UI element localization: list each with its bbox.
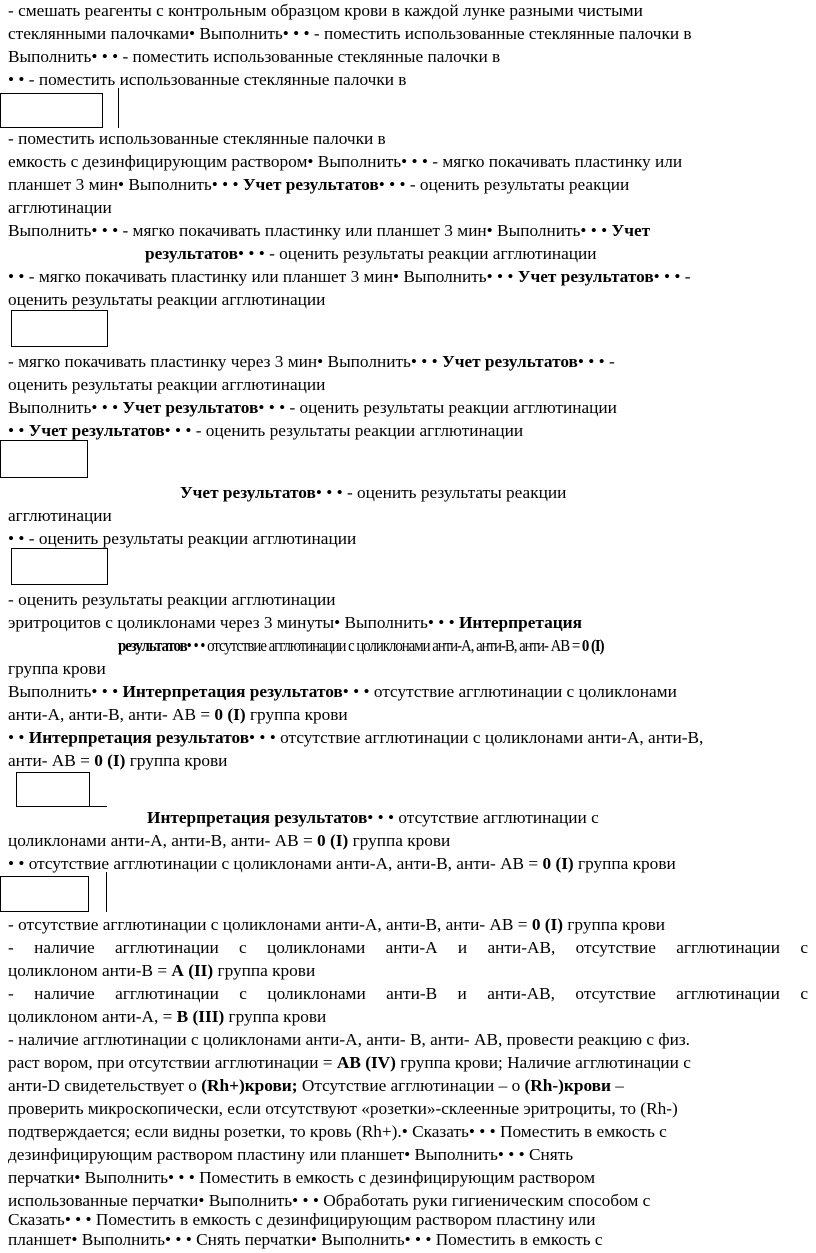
text-line: - смешать реагенты с контрольным образцом крови в каждой лунке разными чистыми xyxy=(8,1,643,20)
text-line: - наличие агглютинации с цоликлонами анти-А и анти-АВ, отсутствие агглютинации с xyxy=(8,938,808,957)
text-line: анти- АВ = 0 (I) группа крови xyxy=(8,751,228,770)
text-line: Выполнить• • • - мягко покачивать пластинку или планшет 3 мин• Выполнить• • • Учет xyxy=(8,221,651,240)
answer-field[interactable] xyxy=(0,440,88,478)
text-line: • • отсутствие агглютинации с цоликлонами анти-А, анти-В, анти- АВ = 0 (I) группа крови xyxy=(8,854,676,873)
text-line: цоликлоном анти-А, = В (III) группа крови xyxy=(8,1007,327,1026)
text-line: - отсутствие агглютинации с цоликлонами анти-А, анти-В, анти- АВ = 0 (I) группа крови xyxy=(8,915,666,934)
cursor-line xyxy=(106,872,107,912)
answer-field[interactable] xyxy=(11,548,108,585)
field-box-right xyxy=(102,93,103,128)
text-line: - поместить использованные стеклянные палочки в xyxy=(8,129,386,148)
text-line: планшет• Выполнить• • • Снять перчатки• Выполнить• • • Поместить в емкость с xyxy=(8,1230,603,1249)
text-line: агглютинации xyxy=(8,198,112,217)
text-line: эритроцитов с цоликлонами через 3 минуты• Выполнить• • • Интерпретация xyxy=(8,613,582,632)
field-box-right xyxy=(89,772,90,807)
field-box-top xyxy=(0,93,102,94)
text-line: проверить микроскопически, если отсутствуют «розетки»-склеенные эритроциты, то (Rh-) xyxy=(8,1099,678,1118)
text-line: Интерпретация результатов• • • отсутствие агглютинации с xyxy=(147,808,599,827)
text-line: емкость с дезинфицирующим раствором• Выполнить• • • - мягко покачивать пластинку или xyxy=(8,152,683,171)
text-line: - мягко покачивать пластинку через 3 мин• Выполнить• • • Учет результатов• • • - xyxy=(8,352,615,371)
text-line: результатов• • • отсутствие агглютинации с цоликлонами анти-А, анти-В, анти- АВ = 0 (I) xyxy=(118,636,604,655)
text-line: - оценить результаты реакции агглютинации xyxy=(8,590,336,609)
text-line: раст вором, при отсутствии агглютинации = АВ (IV) группа крови; Наличие агглютинации с xyxy=(8,1053,691,1072)
text-line: перчатки• Выполнить• • • Поместить в емкость с дезинфицирующим раствором xyxy=(8,1168,596,1187)
text-line: • • - поместить использованные стеклянные палочки в xyxy=(8,70,407,89)
field-box-left xyxy=(0,876,1,912)
text-line: анти-А, анти-В, анти- АВ = 0 (I) группа крови xyxy=(8,705,348,724)
field-box-top xyxy=(0,876,88,877)
text-line: агглютинации xyxy=(8,506,112,525)
text-line: • • Учет результатов• • • - оценить результаты реакции агглютинации xyxy=(8,421,524,440)
text-line: - наличие агглютинации с цоликлонами анти-А, анти- В, анти- АВ, провести реакцию с физ. xyxy=(8,1030,690,1049)
text-line: стеклянными палочками• Выполнить• • • - поместить использованные стеклянные палочки в xyxy=(8,24,692,43)
answer-field[interactable] xyxy=(11,310,108,347)
text-line: планшет 3 мин• Выполнить• • • Учет результатов• • • - оценить результаты реакции xyxy=(8,175,630,194)
field-box-bottom xyxy=(16,806,107,807)
text-line: - наличие агглютинации с цоликлонами анти-В и анти-АВ, отсутствие агглютинации с xyxy=(8,984,808,1003)
text-line: анти-D свидетельствует о (Rh+)крови; Отсутствие агглютинации – о (Rh-)крови – xyxy=(8,1076,624,1095)
text-line: результатов• • • - оценить результаты реакции агглютинации xyxy=(145,244,597,263)
text-line: подтверждается; если видны розетки, то кровь (Rh+).• Сказать• • • Поместить в емкость с xyxy=(8,1122,667,1141)
text-line: • • - оценить результаты реакции агглютинации xyxy=(8,529,357,548)
field-box-left xyxy=(16,772,17,807)
text-line: Выполнить• • • Учет результатов• • • - оценить результаты реакции агглютинации xyxy=(8,398,617,417)
text-line: группа крови xyxy=(8,659,106,678)
text-line: оценить результаты реакции агглютинации xyxy=(8,290,326,309)
text-line: • • Интерпретация результатов• • • отсутствие агглютинации с цоликлонами анти-А, анти-В, xyxy=(8,728,704,747)
field-box-top xyxy=(16,772,89,773)
text-line: Сказать• • • Поместить в емкость с дезинфицирующим раствором пластину или xyxy=(8,1210,596,1229)
field-box-right xyxy=(88,876,89,912)
text-line: Учет результатов• • • - оценить результаты реакции xyxy=(180,483,567,502)
text-line: Выполнить• • • Интерпретация результатов• • • отсутствие агглютинации с цоликлонами xyxy=(8,682,677,701)
text-line: • • - мягко покачивать пластинку или планшет 3 мин• Выполнить• • • Учет результатов• • • - xyxy=(8,267,691,286)
field-box-left xyxy=(0,93,1,128)
text-line: цоликлоном анти-В = А (II) группа крови xyxy=(8,961,316,980)
field-box-bottom xyxy=(0,911,88,912)
text-line: дезинфицирующим раствором пластину или планшет• Выполнить• • • Снять xyxy=(8,1145,574,1164)
text-line: оценить результаты реакции агглютинации xyxy=(8,375,326,394)
text-line: цоликлонами анти-А, анти-В, анти- АВ = 0 (I) группа крови xyxy=(8,831,451,850)
text-line: использованные перчатки• Выполнить• • • Обработать руки гигиеническим способом с xyxy=(8,1191,651,1210)
cursor-line xyxy=(118,88,119,128)
text-line: Выполнить• • • - поместить использованные стеклянные палочки в xyxy=(8,47,501,66)
